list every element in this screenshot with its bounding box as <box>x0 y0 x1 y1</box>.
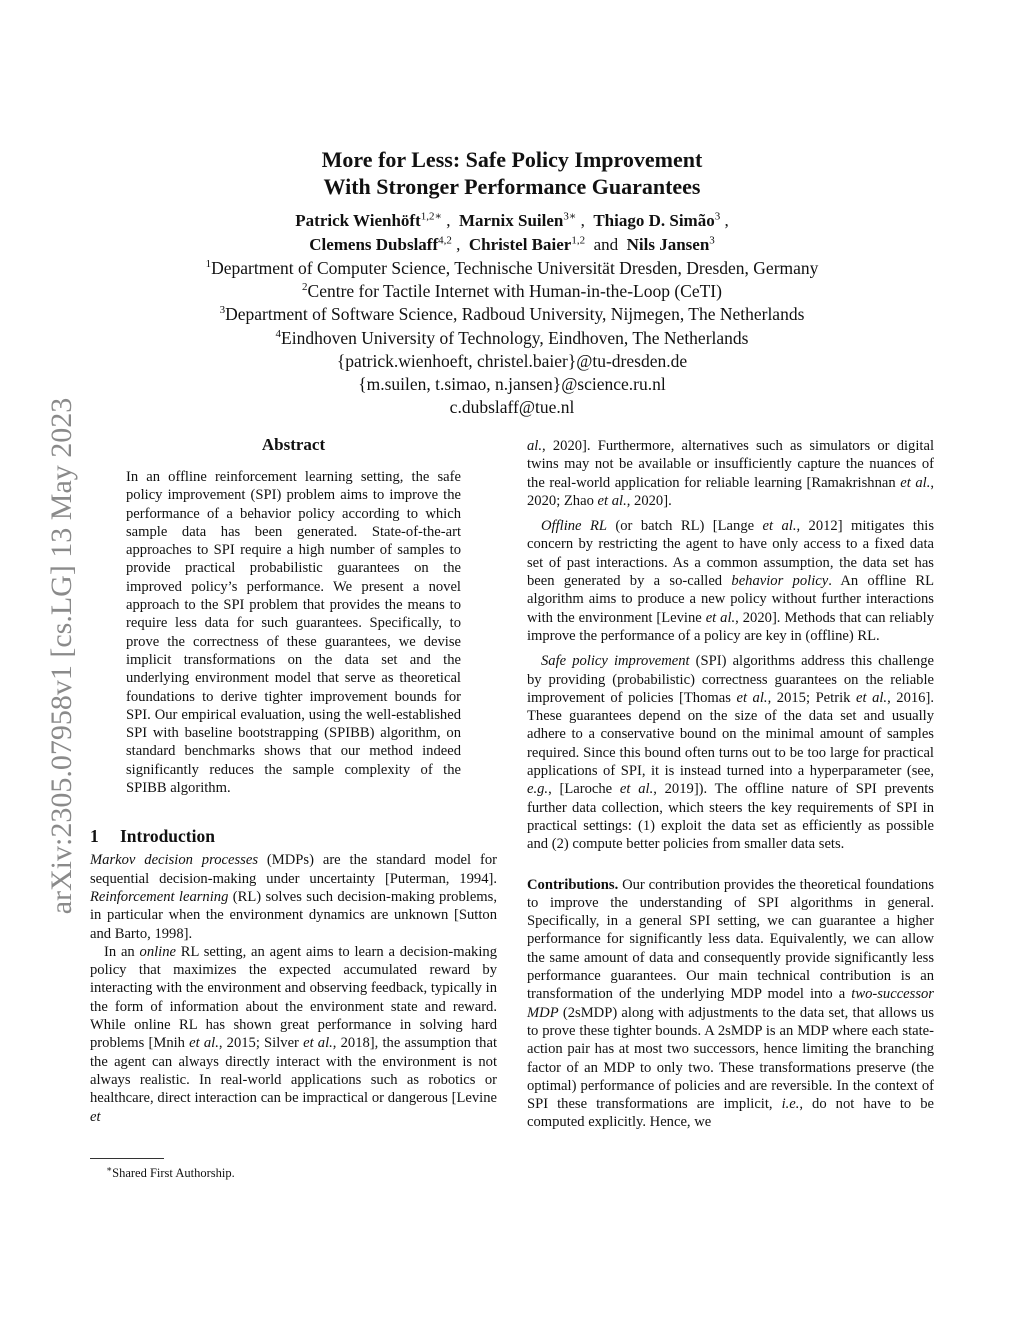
affiliation-text: Department of Software Science, Radboud University, Nijmegen, The Netherlands <box>225 304 805 325</box>
affiliations <box>0 257 1024 419</box>
affiliation-text: Centre for Tactile Internet with Human-in-the-Loop (CeTI) <box>307 281 722 302</box>
contributions-paragraph: Contributions. Our contribution provides the theoretical foundations to improve the understanding of SPI algorithms in general. Specifically, in a general SPI setting, we can guarantee a higher performance for significantly less data. Equivalently, we can allow the same amount of data and consequently provide significantly less performance guarantees. Our main technical contribution is an transformation of the underlying MDP model into a two-successor MDP (2sMDP) along with adjustments to the data set, that allows us to prove these tighter bounds. A 2sMDP is an MDP where each state-action pair has at most two successors, hence limiting the branching factor of an MDP to only two. These transformations preserve (the optimal) performance of policies and are reversible. In the context of SPI these transformations are implicit, i.e., do not have to be computed explicitly. Hence, we <box>527 876 934 1131</box>
footnote <box>106 1162 235 1181</box>
affiliation-mark: 3 <box>219 304 226 317</box>
author-name: Clemens Dubslaff <box>309 235 439 254</box>
affiliation-line <box>0 303 1024 326</box>
author-connector: and <box>593 235 619 254</box>
section-heading <box>90 825 497 847</box>
author-affil-mark: 1,2 <box>571 234 586 247</box>
author-name: Nils Jansen <box>626 235 710 254</box>
intro-paragraph-1: Markov decision processes (MDPs) are the standard model for sequential decision-making under uncertainty [Puterman, 1994]. Reinforcement learning (RL) solves such decision-making problems, in particular when the environment dynamics are unknown [Sutton and Barto, 1998]. <box>90 852 497 942</box>
affiliation-mark: 2 <box>302 281 308 294</box>
footnote-rule <box>90 1158 164 1159</box>
footnote-text: Shared First Authorship. <box>112 1166 235 1181</box>
affiliation-line <box>0 280 1024 303</box>
email-line: {m.suilen, t.simao, n.jansen}@science.ru.nl <box>358 374 666 395</box>
intro-paragraph-2-cont: al., 2020]. Furthermore, alternatives such as simulators or digital twins may not be available or insufficiently capture the nuances of the real-world application for reliable learning [Ramakrishnan et al., 2020; Zhao et al., 2020]. <box>527 438 934 509</box>
intro-paragraph-2: In an online RL setting, an agent aims to learn a decision-making policy that maximizes the expected accumulated reward by interacting with the environment and observing feedback, typically in the form of information about the environment state and reward. While online RL has shown great performance in solving hard problems [Mnih et al., 2015; Silver et al., 2018], the assumption that the agent can always directly interact with the environment is not always realistic. In real-world applications such as robotics or healthcare, direct interaction can be impractical or dangerous [Levine et <box>90 943 497 1125</box>
author-name: Christel Baier <box>468 235 572 254</box>
affiliation-text: Eindhoven University of Technology, Eindhoven, The Netherlands <box>281 327 749 348</box>
footnote-mark: ∗ <box>106 1164 113 1174</box>
paper-title <box>0 146 1024 200</box>
abstract-heading: Abstract <box>261 435 326 454</box>
author-name: Patrick Wienhöft <box>295 211 421 230</box>
title-line-2: With Stronger Performance Guarantees <box>323 174 701 199</box>
left-column <box>90 434 497 1126</box>
author-name: Thiago D. Simão <box>593 211 715 230</box>
author-affil-mark: 3 <box>714 210 721 223</box>
title-line-1: More for Less: Safe Policy Improvement <box>321 147 703 172</box>
section-title: Introduction <box>120 826 215 847</box>
contributions-label: Contributions. <box>527 876 619 893</box>
author-list <box>0 209 1024 257</box>
section-number: 1 <box>90 826 99 847</box>
affiliation-line <box>0 327 1024 350</box>
author-line-1: Patrick Wienhöft$^{1,2∗}$ , Marnix Suilen$^{3∗}$ , Thiago D. Simão$^3$ , <box>295 210 729 230</box>
affiliation-text: Department of Computer Science, Technische Universität Dresden, Dresden, Germany <box>211 258 819 278</box>
email-line: {patrick.wienhoeft, christel.baier}@tu-dresden.de <box>336 350 688 371</box>
affiliation-mark: 1 <box>205 258 212 271</box>
intro-paragraph-4: Safe policy improvement (SPI) algorithms address this challenge by providing (probabilistic) correctness guarantees on the reliable improvement of policies [Thomas et al., 2015; Petrik et al., 2016]. These guarantees depend on the size of the data set and usually adhere to a conservative bound on the minimal amount of samples required. Since this bound often turns out to be too large for practical applications of SPI, it is instead turned into a hyperparameter (see, e.g., [Laroche et al., 2019]). The offline nature of SPI prevents further data collection, which steers the key requirements of SPI in practical settings: (1) exploit the data set as efficiently as possible and (2) compute better policies from smaller data sets. <box>527 653 934 853</box>
author-affil-mark: 3 <box>709 234 715 247</box>
affiliation-line <box>0 257 1024 280</box>
right-column <box>527 437 934 1132</box>
email-line: c.dubslaff@tue.nl <box>449 397 575 418</box>
affiliation-mark: 4 <box>275 327 282 340</box>
author-affil-mark: 4,2 <box>438 234 452 247</box>
arxiv-identifier: arXiv:2305.07958v1 [cs.LG] 13 May 2023 <box>45 397 78 915</box>
author-affil-mark: 1,2∗ <box>420 210 442 223</box>
author-name: Marnix Suilen <box>458 211 564 230</box>
author-affil-mark: 3∗ <box>563 210 577 223</box>
intro-paragraph-3: Offline RL (or batch RL) [Lange et al., 2012] mitigates this concern by restricting the agent to have only access to a fixed data set of past interactions. As a common assumption, the data set has been generated by a so-called behavior policy. An offline RL algorithm aims to produce a new policy without further interactions with the environment [Levine et al., 2020]. Methods that can reliably improve the performance of a policy are key in (offline) RL. <box>527 518 935 644</box>
abstract-text: In an offline reinforcement learning setting, the safe policy improvement (SPI) problem aims to improve the performance of a behavior policy according to which sample data has been generated. State-of-the-art approaches to SPI require a high number of samples to provide practical probabilistic guarantees on the improved policy’s performance. We present a novel approach to the SPI problem that provides the means to require less data for such guarantees. Specifically, to prove the correctness of these guarantees, we devise implicit transformations on the data set and the underlying environment model that serve as theoretical foundations to derive tighter improvement bounds for SPI. Our empirical evaluation, using the well-established SPI with baseline bootstrapping (SPIBB) algorithm, on standard benchmarks shows that our method indeed significantly reduces the sample complexity of the SPIBB algorithm. <box>126 469 461 797</box>
author-line-2: Clemens Dubslaff$^{4,2}$ , Christel Baier$^{1,2}$ and Nils Jansen$^3$ <box>309 234 715 254</box>
